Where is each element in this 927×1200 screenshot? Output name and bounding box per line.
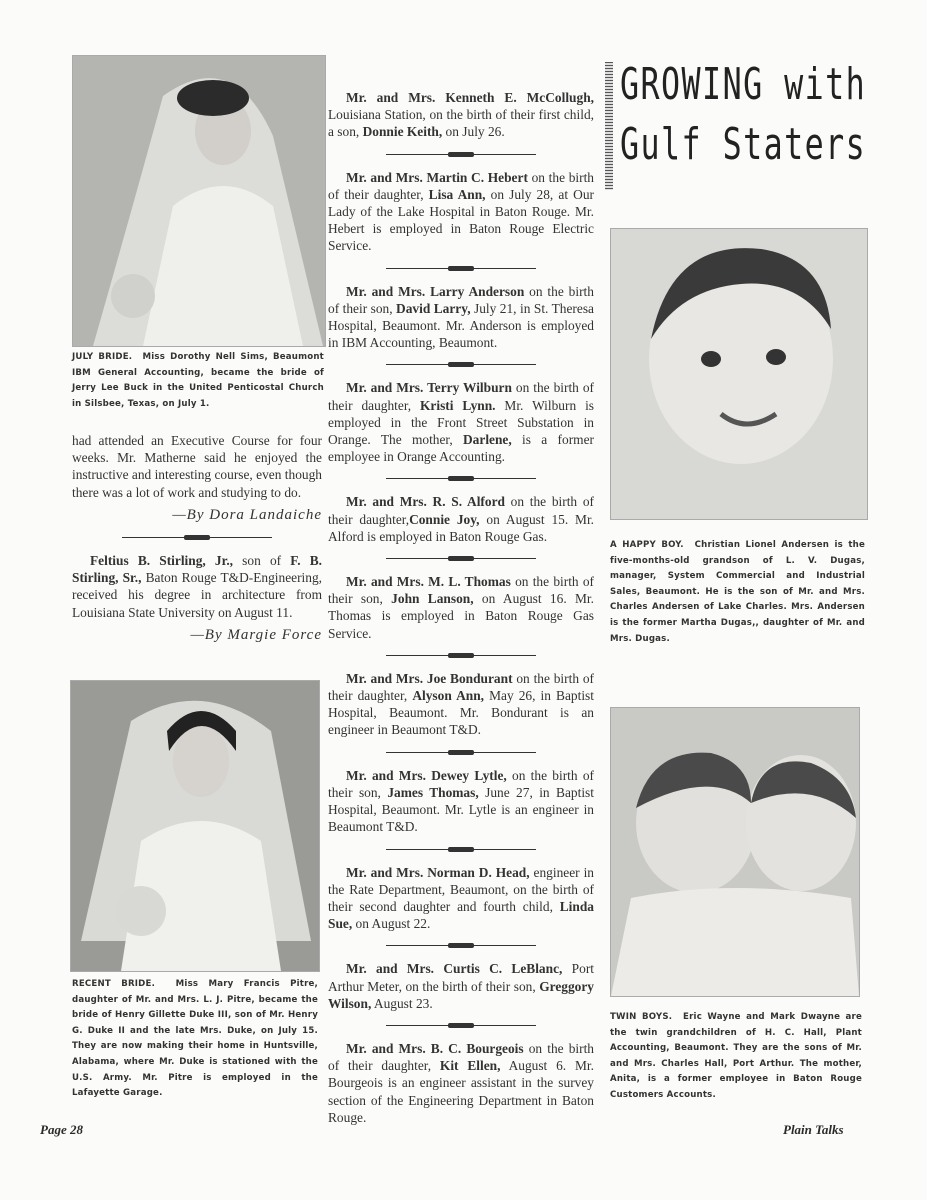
birth-announcement [328, 1040, 594, 1126]
caption-lead: JULY BRIDE. [72, 352, 133, 362]
name-bold: Mr. and Mrs. Larry Anderson [346, 283, 525, 299]
name-bold: Darlene, [463, 432, 512, 448]
photo-recent-bride [70, 680, 320, 972]
name-bold: Lisa Ann, [428, 186, 486, 202]
page-number: Page 28 [40, 1122, 83, 1137]
birth-announcement [328, 573, 594, 642]
caption-text: Christian Lionel Andersen is the five-months-old grandson of L. V. Dugas, manager, System Commercial and Industrial Sales, Beaumont. He is the son of Mr. and Mrs. Charles Andersen of Lake Charles. Mrs. Andersen is the former Martha Dugas,, daughter of Mr. and Mrs. Dugas. [610, 540, 866, 644]
entry-text: on the birth of their daughter, [328, 670, 594, 704]
divider-ornament [386, 359, 536, 371]
bride-portrait-image [71, 681, 319, 971]
bride-portrait-image [73, 56, 325, 346]
name-bold: David Larry, [396, 300, 471, 316]
divider-ornament [386, 844, 536, 856]
name-bold: Kit Ellen, [439, 1058, 501, 1074]
caption-lead: TWIN BOYS. [610, 1012, 673, 1022]
name-bold: Linda Sue, [328, 898, 594, 932]
entry-text: on August 22. [352, 916, 431, 932]
birth-announcement [328, 169, 594, 255]
entry-text: on August 16. Mr. Thomas is employed in Baton Rouge Gas Service. [328, 591, 594, 641]
twins-portrait-image [611, 708, 859, 996]
entry-text: on August 15. Mr. Alford is employed in Baton Rouge Gas. [328, 511, 595, 544]
caption-twin-boys [610, 1010, 862, 1104]
left-article [72, 432, 322, 644]
name-bold: Mr. and Mrs. Terry Wilburn [346, 380, 512, 396]
divider-ornament [386, 553, 536, 565]
entry-text: Port Arthur Meter, on the birth of their son, [328, 961, 594, 994]
divider-ornament [386, 747, 536, 759]
heading-line-2: Gulf Staters [620, 119, 867, 170]
caption-text: Eric Wayne and Mark Dwayne are the twin grandchildren of H. C. Hall, Plant Accounting, Beaumont. They are the sons of Mr. and Mrs. Charles Hall, Port Arthur. The mother, Anita, is a former employee in Baton Rouge Customers Accounts. [610, 1012, 862, 1100]
entry-text: on July 26. [442, 124, 505, 140]
entry-text: on the birth of their daughter, [328, 494, 594, 527]
divider-ornament [386, 1020, 536, 1032]
photo-happy-boy [610, 228, 868, 520]
divider-ornament [386, 263, 536, 275]
birth-announcement [328, 283, 594, 352]
caption-july-bride [72, 350, 324, 412]
name-bold: Donnie Keith, [362, 124, 443, 140]
photo-twin-boys [610, 707, 860, 997]
caption-text: Miss Dorothy Nell Sims, Beaumont IBM General Accounting, became the bride of Jerry Lee Buck in the United Penticostal Church in Silsbee, Texas, on July 1. [72, 352, 324, 409]
birth-announcement [328, 493, 594, 545]
entry-text: on the birth of their son, [328, 767, 594, 800]
caption-lead: A HAPPY BOY. [610, 540, 684, 550]
divider-ornament [386, 650, 536, 662]
photo-july-bride [72, 55, 326, 347]
entry-text: engineer in the Rate Department, Beaumont, on the birth of their second daughter and fourth child, [328, 864, 594, 914]
divider-ornament [386, 149, 536, 161]
byline-dora-landaiche: —By Dora Landaiche [172, 506, 322, 523]
stirling-paragraph [72, 552, 322, 621]
name-bold: Mr. and Mrs. B. C. Bourgeois [346, 1040, 524, 1056]
name-bold: Mr. and Mrs. M. L. Thomas [346, 574, 511, 590]
name-bold: Mr. and Mrs. Dewey Lytle, [346, 767, 507, 783]
publication-name: Plain Talks [783, 1122, 844, 1137]
caption-text: Miss Mary Francis Pitre, daughter of Mr. and Mrs. L. J. Pitre, became the bride of Henry Gillette Duke III, son of Mr. Henry G. Duke II and the late Mrs. Duke, on July 15. They are now making their home in Huntsville, Alabama, where Mr. Duke is stationed with the U.S. Army. Mr. Pitre is employed in the Lafayette Garage. [72, 979, 319, 1099]
byline-margie-force: —By Margie Force [190, 626, 322, 643]
name-bold: James Thomas, [387, 784, 479, 800]
birth-announcement [328, 960, 594, 1012]
entry-text: June 27, in Baptist Hospital, Beaumont. Mr. Lytle is an engineer in Beaumont T&D. [328, 784, 594, 835]
entry-text: on the birth of their son, [328, 574, 595, 607]
entry-text: Mr. Wilburn is employed in the Front Street Substation in Orange. The mother, [328, 397, 594, 448]
name-bold: Mr. and Mrs. Curtis C. LeBlanc, [346, 961, 563, 977]
entry-text: Baton Rouge T&D-Engineering, received his degree in architecture from Louisiana State University on August 11. [72, 570, 322, 620]
title-decorative-bar [605, 62, 613, 190]
birth-announcement [328, 767, 594, 836]
name-bold: Connie Joy, [409, 511, 480, 527]
caption-happy-boy [610, 538, 865, 647]
name-bold: Mr. and Mrs. Joe Bondurant [346, 670, 513, 686]
divider-ornament [122, 532, 272, 544]
entry-text: August 6. Mr. Bourgeois is an engineer assistant in the survey section of the Engineering Department in Baton Rouge. [328, 1058, 594, 1125]
entry-text: is a former employee in Orange Accounting. [328, 432, 594, 465]
caption-recent-bride [72, 977, 318, 1102]
name-bold: John Lanson, [391, 591, 474, 607]
name-bold: Mr. and Mrs. Norman D. Head, [346, 864, 530, 880]
entry-text: son of [233, 553, 291, 569]
divider-ornament [386, 473, 536, 485]
entry-text: on the birth of their daughter, [328, 169, 594, 202]
continued-text: had attended an Executive Course for four weeks. Mr. Matherne said he enjoyed the instructive and interesting course, even though there was a lot of work and studying to do. [72, 433, 322, 500]
name-bold: Alyson Ann, [412, 688, 485, 704]
baby-portrait-image [611, 229, 867, 519]
page-heading [620, 60, 927, 170]
divider-ornament [386, 940, 536, 952]
entry-text: on July 28, at Our Lady of the Lake Hospital in Baton Rouge. Mr. Hebert is employed in Baton Rouge Electric Service. [328, 186, 594, 254]
entry-text: Louisiana Station, on the birth of their first child, a son, [328, 107, 594, 140]
entry-text: August 23. [371, 995, 433, 1011]
name-bold: Kristi Lynn. [420, 397, 496, 413]
entry-text: on the birth of their daughter, [328, 380, 594, 413]
name-bold: Mr. and Mrs. Kenneth E. McCollugh, [346, 90, 594, 105]
name-bold: Mr. and Mrs. R. S. Alford [346, 494, 505, 510]
name-bold: Greggory Wilson, [328, 978, 594, 1011]
birth-announcement [328, 89, 594, 141]
entry-text: on the birth of their daughter, [328, 1040, 595, 1074]
birth-announcement [328, 864, 594, 933]
entry-text: May 26, in Baptist Hospital, Beaumont. Mr. Bondurant is an engineer in Beaumont T&D. [328, 688, 594, 738]
heading-line-1: GROWING with [620, 59, 867, 110]
name-bold: F. B. Stirling, Sr., [72, 553, 322, 586]
birth-announcement [328, 379, 594, 465]
entry-text: on the birth of their son, [328, 283, 594, 316]
name-bold: Feltius B. Stirling, Jr., [90, 553, 234, 569]
caption-lead: RECENT BRIDE. [72, 979, 156, 989]
birth-announcement [328, 670, 594, 739]
birth-announcements-column [328, 89, 594, 1126]
name-bold: Mr. and Mrs. Martin C. Hebert [346, 169, 528, 185]
entry-text: July 21, in St. Theresa Hospital, Beaumont. Mr. Anderson is employed in IBM Accounting, Beaumont. [328, 300, 594, 351]
